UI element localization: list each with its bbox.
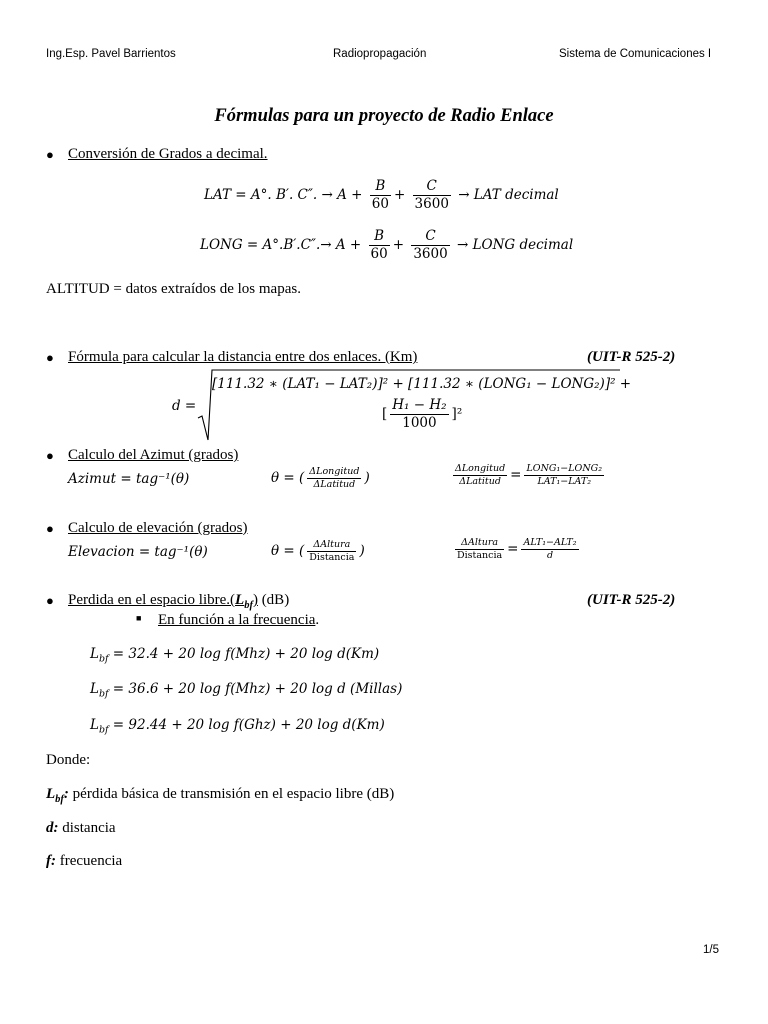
lbf-formula-2: $L_{bf} = 36.6 + 20$ log f(Mhz) + 20 log d (Millas) <box>90 681 403 700</box>
lat-formula: LAT = A°. B′. C″. → A + $\frac{B}{60}$ + $\frac{C}{3600}$ → LAT decimal <box>204 178 559 212</box>
elevacion-theta: θ = ( $\frac{\text{ΔAltura}}{\text{Distancia}}$ ) <box>271 539 365 563</box>
page-number: 1/5 <box>703 944 719 956</box>
definition-d: d: distancia <box>46 820 116 836</box>
header-subject: Sistema de Comunicaciones I <box>559 48 712 60</box>
bullet-dot: ● <box>46 147 54 162</box>
definition-f: f: frecuencia <box>46 853 123 869</box>
elevacion-ratio: $\frac{\text{ΔAltura}}{\text{Distancia}}$ = $\frac{\text{ALT₁−ALT₂}}{d}$ <box>457 537 577 561</box>
bullet-dot: ● <box>46 350 54 365</box>
bullet-dot: ● <box>46 448 54 463</box>
sub-bullet-square: ■ <box>136 613 142 623</box>
elevacion-heading: Calculo de elevación (grados) <box>68 520 248 536</box>
perdida-reference: (UIT-R 525-2) <box>587 592 676 608</box>
distance-formula-line1: [111.32 ∗ (LAT₁ − LAT₂)]² + [111.32 ∗ (LONG₁ − LONG₂)]² + <box>212 376 632 392</box>
distance-formula-line2: [ $\frac{\text{H₁ − H₂}}{1000}$ ]² <box>382 397 463 431</box>
lbf-formula-1: $L_{bf} = 32.4 + 20$ log f(Mhz) + 20 log d(Km) <box>90 646 380 665</box>
bullet-dot: ● <box>46 593 54 608</box>
altitud-note: ALTITUD = datos extraídos de los mapas. <box>46 281 301 297</box>
azimut-theta: θ = ( $\frac{\text{ΔLongitud}}{\text{ΔLatitud}}$ ) <box>271 466 370 490</box>
definition-lbf: $L_{bf}$: pérdida básica de transmisión en el espacio libre (dB) <box>46 786 395 805</box>
distance-d-label: d = <box>172 398 197 414</box>
header-author: Ing.Esp. Pavel Barrientos <box>46 48 176 60</box>
conversion-heading: Conversión de Grados a decimal. <box>68 146 268 162</box>
elevacion-formula: Elevacion = tag⁻¹(θ) <box>68 544 208 560</box>
header-course: Radiopropagación <box>333 48 427 60</box>
distance-reference: (UIT-R 525-2) <box>587 349 676 365</box>
perdida-heading: Perdida en el espacio $libre.(L_{bf})$ (dB) <box>68 592 290 611</box>
long-formula: LONG = A°.B′.C″.→ A + $\frac{B}{60}$ + $\frac{C}{3600}$ → LONG decimal <box>200 228 574 262</box>
perdida-sub-heading: En función a la frecuencia. <box>158 612 320 628</box>
donde-label: Donde: <box>46 752 91 768</box>
bullet-dot: ● <box>46 521 54 536</box>
lbf-formula-3: $L_{bf} = 92.44 + 20$ log f(Ghz) + 20 log d(Km) <box>90 717 385 736</box>
azimut-formula: Azimut = tag⁻¹(θ) <box>68 471 190 487</box>
distance-heading: Fórmula para calcular la distancia entre dos enlaces. (Km) <box>68 349 418 365</box>
azimut-heading: Calculo del Azimut (grados) <box>68 447 239 463</box>
azimut-ratio: $\frac{\text{ΔLongitud}}{\text{ΔLatitud}}$ = $\frac{\text{LONG₁−LONG₂}}{\text{LAT₁−LAT₂}}$ <box>455 463 603 487</box>
document-title: Fórmulas para un proyecto de Radio Enlace <box>214 106 554 126</box>
